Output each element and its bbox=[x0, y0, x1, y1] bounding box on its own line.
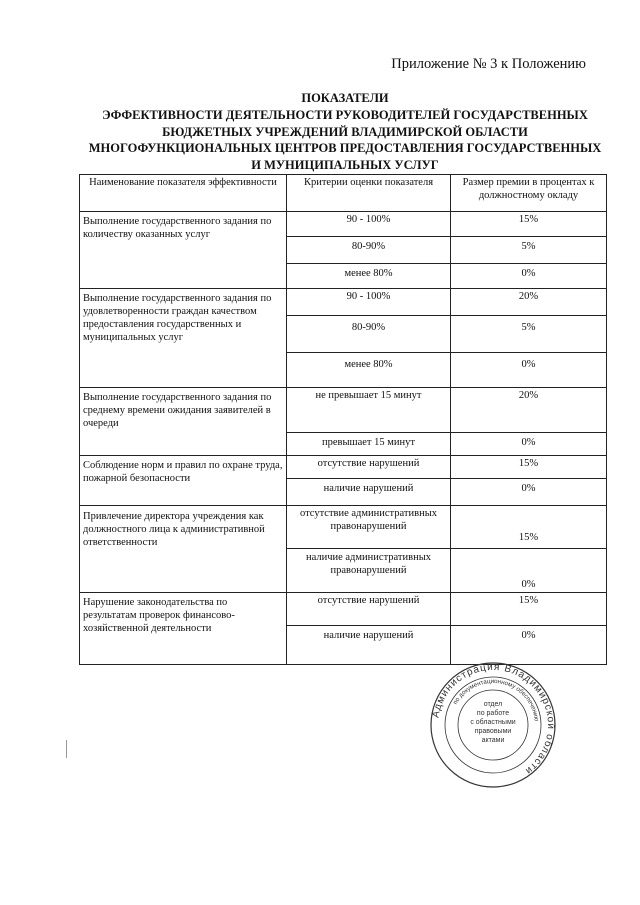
criterion-cell: менее 80% bbox=[287, 264, 451, 289]
premium-cell: 15% bbox=[451, 212, 607, 237]
premium-cell: 5% bbox=[451, 237, 607, 264]
premium-cell: 0% bbox=[451, 479, 607, 506]
criterion-cell: менее 80% bbox=[287, 353, 451, 388]
stamp-center-line: по работе bbox=[476, 710, 510, 717]
table-row bbox=[80, 212, 607, 237]
premium-cell: 15% bbox=[451, 506, 607, 549]
criterion-cell: наличие административных правонарушений bbox=[287, 549, 451, 593]
table-row bbox=[80, 593, 607, 626]
criterion-cell: наличие нарушений bbox=[287, 626, 451, 665]
document-title bbox=[70, 90, 620, 174]
criterion-cell: не превышает 15 минут bbox=[287, 388, 451, 433]
header-criteria: Критерии оценки показателя bbox=[287, 175, 451, 212]
indicator-name: Соблюдение норм и правил по охране труда, пожарной безопасности bbox=[80, 456, 287, 506]
table-row bbox=[80, 456, 607, 479]
indicator-name: Привлечение директора учреждения как должностного лица к административной ответственности bbox=[80, 506, 287, 593]
title-line: ПОКАЗАТЕЛИ bbox=[301, 91, 389, 105]
premium-cell: 20% bbox=[451, 289, 607, 316]
table-row bbox=[80, 388, 607, 433]
criterion-cell: 80-90% bbox=[287, 316, 451, 353]
premium-cell: 5% bbox=[451, 316, 607, 353]
criterion-cell: 90 - 100% bbox=[287, 289, 451, 316]
stamp-outer-text: Администрация Владимирской области bbox=[430, 662, 556, 777]
stamp-inner-ring-text: по документационному обеспечению bbox=[451, 677, 540, 722]
appendix-reference: Приложение № 3 к Положению bbox=[391, 56, 586, 72]
indicator-name: Выполнение государственного задания по удовлетворенности граждан качеством предоставления государственных и муниципальных услуг bbox=[80, 289, 287, 388]
criterion-cell: превышает 15 минут bbox=[287, 433, 451, 456]
scan-mark bbox=[66, 740, 67, 758]
premium-cell: 0% bbox=[451, 353, 607, 388]
table-header-row bbox=[80, 175, 607, 212]
premium-cell: 0% bbox=[451, 626, 607, 665]
indicator-name: Выполнение государственного задания по количеству оказанных услуг bbox=[80, 212, 287, 289]
title-line: МНОГОФУНКЦИОНАЛЬНЫХ ЦЕНТРОВ ПРЕДОСТАВЛЕНИЯ ГОСУДАРСТВЕННЫХ bbox=[88, 141, 602, 156]
indicators-table bbox=[79, 174, 607, 665]
header-indicator-name: Наименование показателя эффективности bbox=[80, 175, 287, 212]
title-line: И МУНИЦИПАЛЬНЫХ УСЛУГ bbox=[251, 158, 439, 173]
criterion-cell: наличие нарушений bbox=[287, 479, 451, 506]
premium-cell: 0% bbox=[451, 549, 607, 593]
table-row bbox=[80, 289, 607, 316]
official-stamp bbox=[430, 662, 556, 788]
stamp-center-line: актами bbox=[481, 737, 505, 744]
title-line: ЭФФЕКТИВНОСТИ ДЕЯТЕЛЬНОСТИ РУКОВОДИТЕЛЕЙ ГОСУДАРСТВЕННЫХ bbox=[102, 107, 588, 122]
indicator-name: Выполнение государственного задания по среднему времени ожидания заявителей в очереди bbox=[80, 388, 287, 456]
criterion-cell: отсутствие административных правонарушений bbox=[287, 506, 451, 549]
premium-cell: 0% bbox=[451, 433, 607, 456]
criterion-cell: отсутствие нарушений bbox=[287, 593, 451, 626]
premium-cell: 0% bbox=[451, 264, 607, 289]
criterion-cell: 90 - 100% bbox=[287, 212, 451, 237]
criterion-cell: 80-90% bbox=[287, 237, 451, 264]
criterion-cell: отсутствие нарушений bbox=[287, 456, 451, 479]
indicator-name: Нарушение законодательства по результатам проверок финансово-хозяйственной деятельности bbox=[80, 593, 287, 665]
header-premium: Размер премии в процентах к должностному окладу bbox=[451, 175, 607, 212]
premium-cell: 15% bbox=[451, 456, 607, 479]
stamp-center-line: правовыми bbox=[474, 728, 512, 735]
stamp-center-line: отдел bbox=[483, 701, 503, 708]
table-row bbox=[80, 506, 607, 549]
premium-cell: 20% bbox=[451, 388, 607, 433]
premium-cell: 15% bbox=[451, 593, 607, 626]
stamp-center-line: с областными bbox=[470, 719, 516, 726]
title-line: БЮДЖЕТНЫХ УЧРЕЖДЕНИЙ ВЛАДИМИРСКОЙ ОБЛАСТИ bbox=[162, 124, 528, 139]
